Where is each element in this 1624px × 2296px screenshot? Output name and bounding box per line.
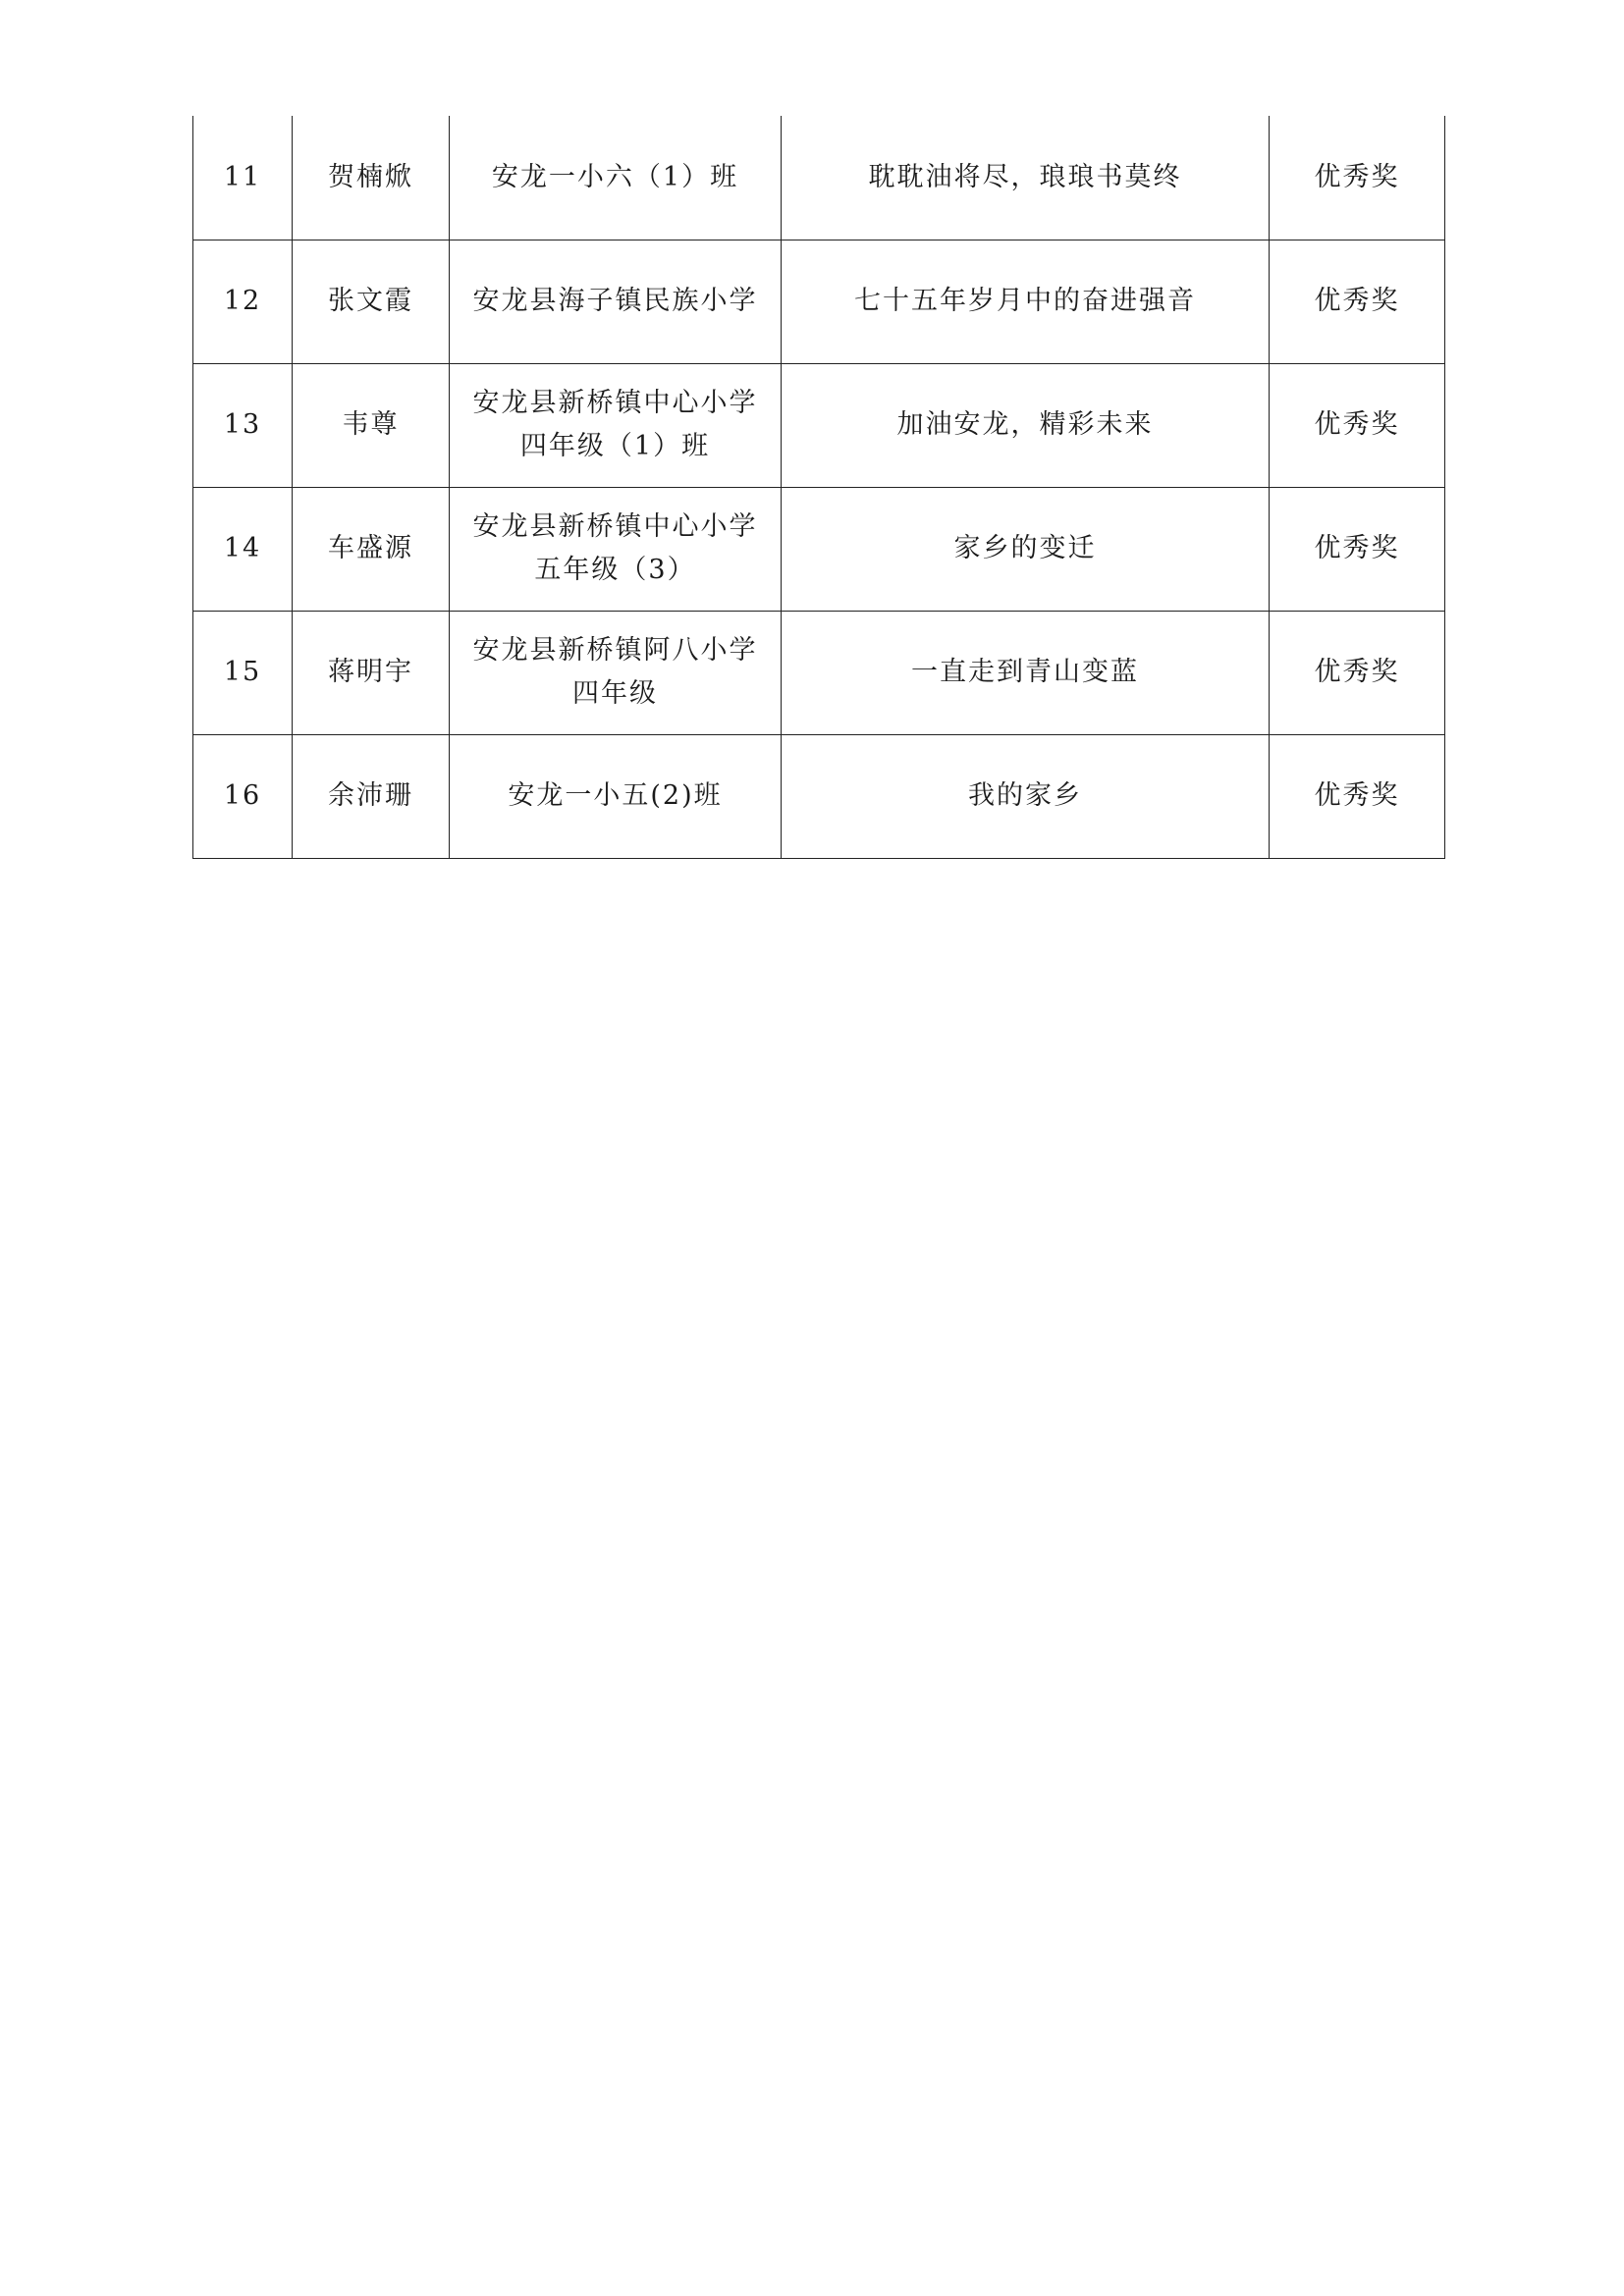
work-title: 加油安龙，精彩未来 — [782, 363, 1270, 487]
row-number: 11 — [193, 116, 293, 240]
award-level: 优秀奖 — [1270, 734, 1445, 858]
student-name: 贺楠焮 — [293, 116, 450, 240]
student-name: 韦尊 — [293, 363, 450, 487]
school-line: 安龙县海子镇民族小学 — [472, 286, 758, 316]
work-title: 家乡的变迁 — [782, 487, 1270, 611]
row-number: 13 — [193, 363, 293, 487]
work-title: 一直走到青山变蓝 — [782, 611, 1270, 734]
table-row — [193, 611, 1445, 734]
award-table — [192, 116, 1445, 859]
student-name: 张文霞 — [293, 240, 450, 363]
school-line: 安龙县新桥镇阿八小学 — [472, 635, 758, 666]
school-class — [450, 611, 782, 734]
school-class — [450, 363, 782, 487]
school-line: 安龙一小五(2)班 — [508, 780, 723, 811]
student-name: 余沛珊 — [293, 734, 450, 858]
award-level: 优秀奖 — [1270, 611, 1445, 734]
student-name: 车盛源 — [293, 487, 450, 611]
row-number: 15 — [193, 611, 293, 734]
class-line: 五年级（3） — [534, 555, 696, 585]
table-row — [193, 116, 1445, 240]
school-class — [450, 240, 782, 363]
school-class — [450, 116, 782, 240]
table-row — [193, 487, 1445, 611]
work-title: 七十五年岁月中的奋进强音 — [782, 240, 1270, 363]
row-number: 16 — [193, 734, 293, 858]
row-number: 14 — [193, 487, 293, 611]
work-title: 耽耽油将尽，琅琅书莫终 — [782, 116, 1270, 240]
work-title: 我的家乡 — [782, 734, 1270, 858]
class-line: 四年级（1）班 — [519, 431, 711, 461]
award-level: 优秀奖 — [1270, 116, 1445, 240]
school-line: 安龙县新桥镇中心小学 — [472, 388, 758, 418]
table-row — [193, 734, 1445, 858]
school-line: 安龙县新桥镇中心小学 — [472, 511, 758, 542]
table-row — [193, 240, 1445, 363]
award-level: 优秀奖 — [1270, 487, 1445, 611]
school-line: 安龙一小六（1）班 — [491, 161, 739, 192]
award-level: 优秀奖 — [1270, 240, 1445, 363]
award-level: 优秀奖 — [1270, 363, 1445, 487]
student-name: 蒋明宇 — [293, 611, 450, 734]
class-line: 四年级 — [572, 678, 658, 709]
school-class — [450, 487, 782, 611]
row-number: 12 — [193, 240, 293, 363]
school-class — [450, 734, 782, 858]
table-row — [193, 363, 1445, 487]
